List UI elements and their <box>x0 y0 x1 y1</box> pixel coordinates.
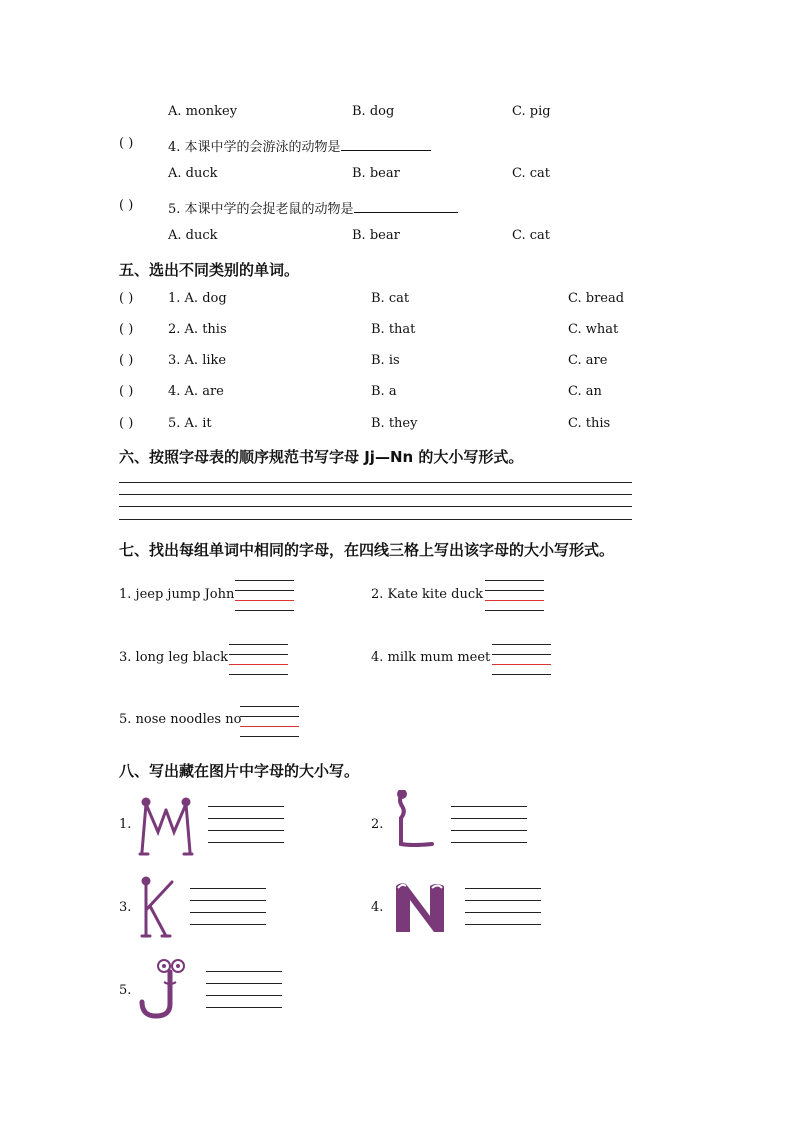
letter-J-picture <box>136 956 194 1022</box>
s5-row3-paren[interactable]: ( ) <box>119 353 134 368</box>
q5-stem <box>168 198 458 217</box>
writing-line <box>119 482 632 483</box>
letter-M-picture <box>136 796 196 858</box>
writing-line <box>208 818 284 819</box>
s5-row5-paren[interactable]: ( ) <box>119 416 134 431</box>
s5-row1-c: C. bread <box>568 291 625 306</box>
s5-row1-b: B. cat <box>371 291 410 306</box>
s5-row4-a: 4. A. are <box>168 384 224 399</box>
writing-line <box>492 644 551 645</box>
writing-line <box>485 610 544 611</box>
writing-line <box>485 580 544 581</box>
writing-line <box>235 580 294 581</box>
writing-line <box>208 842 284 843</box>
q4-blank[interactable] <box>341 138 431 151</box>
s5-row1-a: 1. A. dog <box>168 291 227 306</box>
s5-row5-b: B. they <box>371 416 418 431</box>
letter-N-picture <box>392 878 450 936</box>
writing-line <box>240 736 299 737</box>
writing-line <box>206 995 282 996</box>
writing-line <box>465 900 541 901</box>
q5-option-a: A. duck <box>168 228 218 243</box>
writing-line <box>208 806 284 807</box>
s8-num4: 4. <box>371 900 384 915</box>
s5-row2-a: 2. A. this <box>168 322 227 337</box>
writing-line <box>190 912 266 913</box>
s7-item4: 4. milk mum meet <box>371 650 491 665</box>
writing-line-red <box>229 664 288 665</box>
writing-line <box>240 716 299 717</box>
q5-option-b: B. bear <box>352 228 400 243</box>
writing-line-red <box>235 600 294 601</box>
s7-item2: 2. Kate kite duck <box>371 587 483 602</box>
q4-option-b: B. bear <box>352 166 400 181</box>
s7-item1: 1. jeep jump John <box>119 587 235 602</box>
writing-line <box>492 674 551 675</box>
q3-option-b: B. dog <box>352 104 395 119</box>
s8-num3: 3. <box>119 900 132 915</box>
q4-stem-text: 4. 本课中学的会游泳的动物是 <box>168 140 341 155</box>
section7-title: 七、找出每组单词中相同的字母，在四线三格上写出该字母的大小写形式。 <box>119 541 615 559</box>
s5-row4-paren[interactable]: ( ) <box>119 384 134 399</box>
writing-line <box>190 900 266 901</box>
writing-line-red <box>485 600 544 601</box>
q4-answer-paren[interactable]: ( ) <box>119 136 134 151</box>
writing-line <box>119 494 632 495</box>
s5-row5-a: 5. A. it <box>168 416 212 431</box>
letter-K-picture <box>136 876 178 940</box>
q4-option-a: A. duck <box>168 166 218 181</box>
writing-line <box>451 830 527 831</box>
q5-option-c: C. cat <box>512 228 551 243</box>
writing-line-red <box>240 726 299 727</box>
q5-stem-text: 5. 本课中学的会捉老鼠的动物是 <box>168 202 354 217</box>
s8-num5: 5. <box>119 983 132 998</box>
s5-row5-c: C. this <box>568 416 611 431</box>
writing-line <box>485 590 544 591</box>
writing-line <box>451 806 527 807</box>
s7-item5: 5. nose noodles no <box>119 712 242 727</box>
section6-title: 六、按照字母表的顺序规范书写字母 Jj—Nn 的大小写形式。 <box>119 448 524 466</box>
s5-row3-c: C. are <box>568 353 608 368</box>
writing-line <box>451 818 527 819</box>
section8-title: 八、写出藏在图片中字母的大小写。 <box>119 762 360 780</box>
s8-num1: 1. <box>119 817 132 832</box>
s5-row2-c: C. what <box>568 322 619 337</box>
s8-num2: 2. <box>371 817 384 832</box>
writing-line-red <box>492 664 551 665</box>
writing-line <box>492 654 551 655</box>
writing-line <box>240 706 299 707</box>
writing-line <box>229 654 288 655</box>
writing-line <box>229 644 288 645</box>
writing-line <box>206 1007 282 1008</box>
s5-row4-c: C. an <box>568 384 602 399</box>
writing-line <box>465 912 541 913</box>
q5-blank[interactable] <box>354 200 458 213</box>
writing-line <box>119 506 632 507</box>
writing-line <box>465 888 541 889</box>
s5-row3-b: B. is <box>371 353 400 368</box>
q4-stem <box>168 136 431 155</box>
q5-answer-paren[interactable]: ( ) <box>119 198 134 213</box>
writing-line <box>235 590 294 591</box>
writing-line <box>235 610 294 611</box>
q4-option-c: C. cat <box>512 166 551 181</box>
writing-line <box>119 519 632 520</box>
writing-line <box>229 674 288 675</box>
writing-line <box>190 888 266 889</box>
q3-option-a: A. monkey <box>168 104 238 119</box>
s5-row3-a: 3. A. like <box>168 353 227 368</box>
s7-item3: 3. long leg black <box>119 650 229 665</box>
writing-line <box>206 983 282 984</box>
s5-row1-paren[interactable]: ( ) <box>119 291 134 306</box>
writing-line <box>206 971 282 972</box>
writing-line <box>465 924 541 925</box>
writing-line <box>451 842 527 843</box>
writing-line <box>190 924 266 925</box>
s5-row2-paren[interactable]: ( ) <box>119 322 134 337</box>
s5-row4-b: B. a <box>371 384 397 399</box>
q3-option-c: C. pig <box>512 104 551 119</box>
letter-L-picture <box>392 790 436 852</box>
section5-title: 五、选出不同类别的单词。 <box>119 261 300 279</box>
s5-row2-b: B. that <box>371 322 416 337</box>
writing-line <box>208 830 284 831</box>
